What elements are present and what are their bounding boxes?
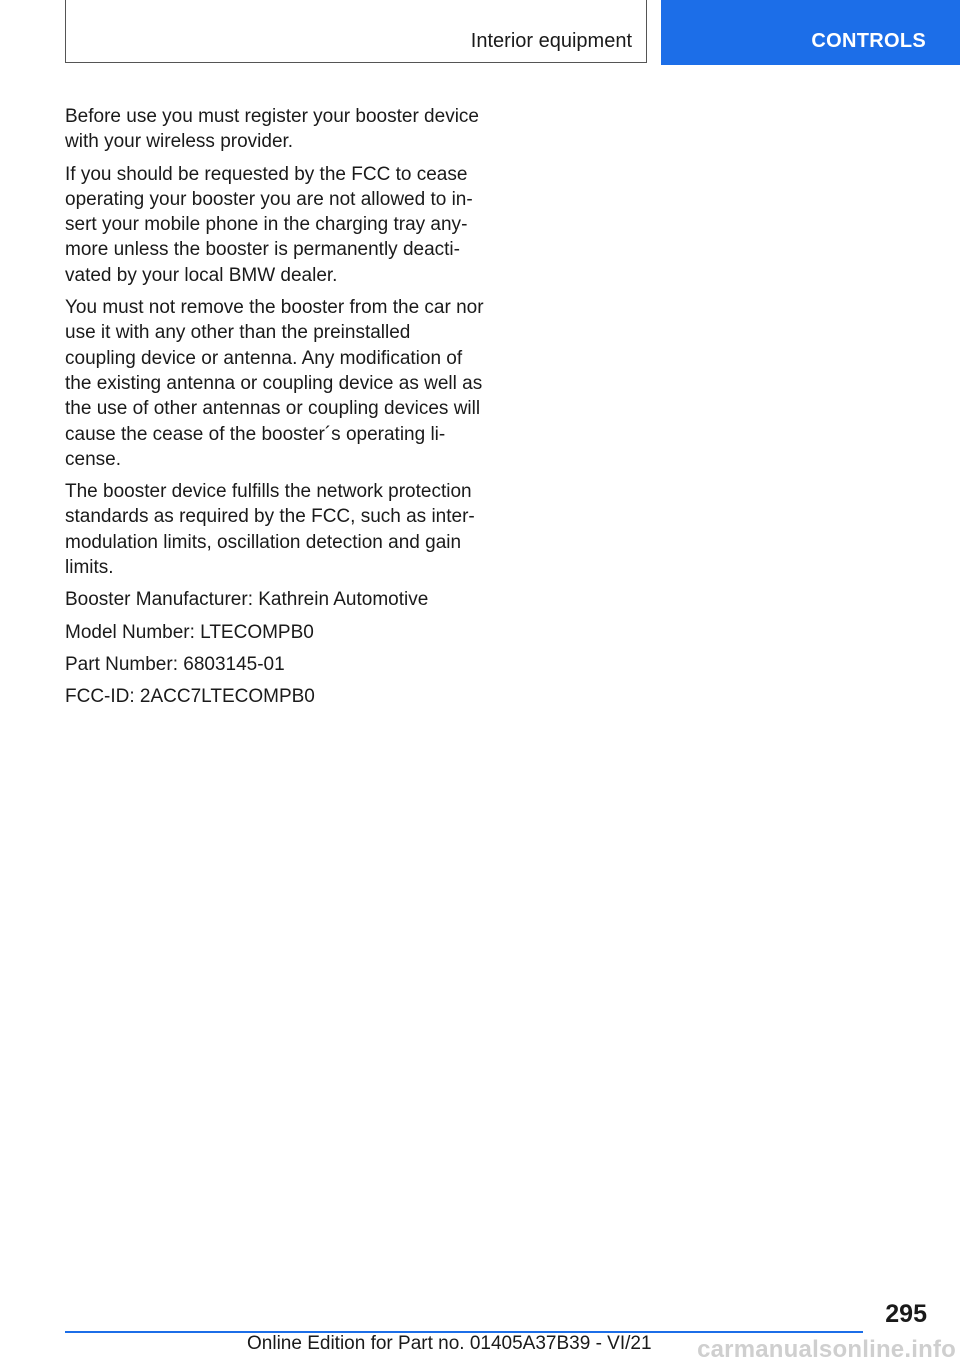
spec-part-number: Part Number: 6803145-01 — [65, 653, 285, 675]
paragraph-removal: You must not remove the booster from the car nor use it with any other than the preinstalled coupling device or antenna. Any modification of the existing antenna or coupling device as well as the use of other antennas or coupling devices will cause the cease of the booster´s operating license. — [65, 297, 484, 470]
watermark: carmanualsonline.info — [697, 1336, 956, 1363]
paragraph-fcc-cease: If you should be requested by the FCC to cease operating your booster you are not allowed to insert your mobile phone in the charging tray anymore unless the booster is permanently deactivated by your local BMW dealer. — [65, 163, 473, 286]
spec-fcc-id: FCC-ID: 2ACC7LTECOMPB0 — [65, 686, 315, 708]
section-title: Interior equipment — [470, 30, 632, 52]
chapter-tab-label: CONTROLS — [811, 30, 926, 52]
body-text — [65, 104, 485, 717]
paragraph-register: Before use you must register your booster device with your wireless provider. — [65, 106, 479, 153]
page-number: 295 — [885, 1300, 927, 1328]
paragraph-standards: The booster device fulfills the network protection standards as required by the FCC, such as intermodulation limits, oscillation detection and gain limits. — [65, 481, 475, 579]
spec-manufacturer: Booster Manufacturer: Kathrein Automotive — [65, 589, 429, 611]
header-frame — [65, 0, 647, 63]
spec-model-number: Model Number: LTECOMPB0 — [65, 621, 314, 643]
footer-edition: Online Edition for Part no. 01405A37B39 - VI/21 — [247, 1333, 652, 1354]
chapter-tab — [661, 0, 960, 65]
